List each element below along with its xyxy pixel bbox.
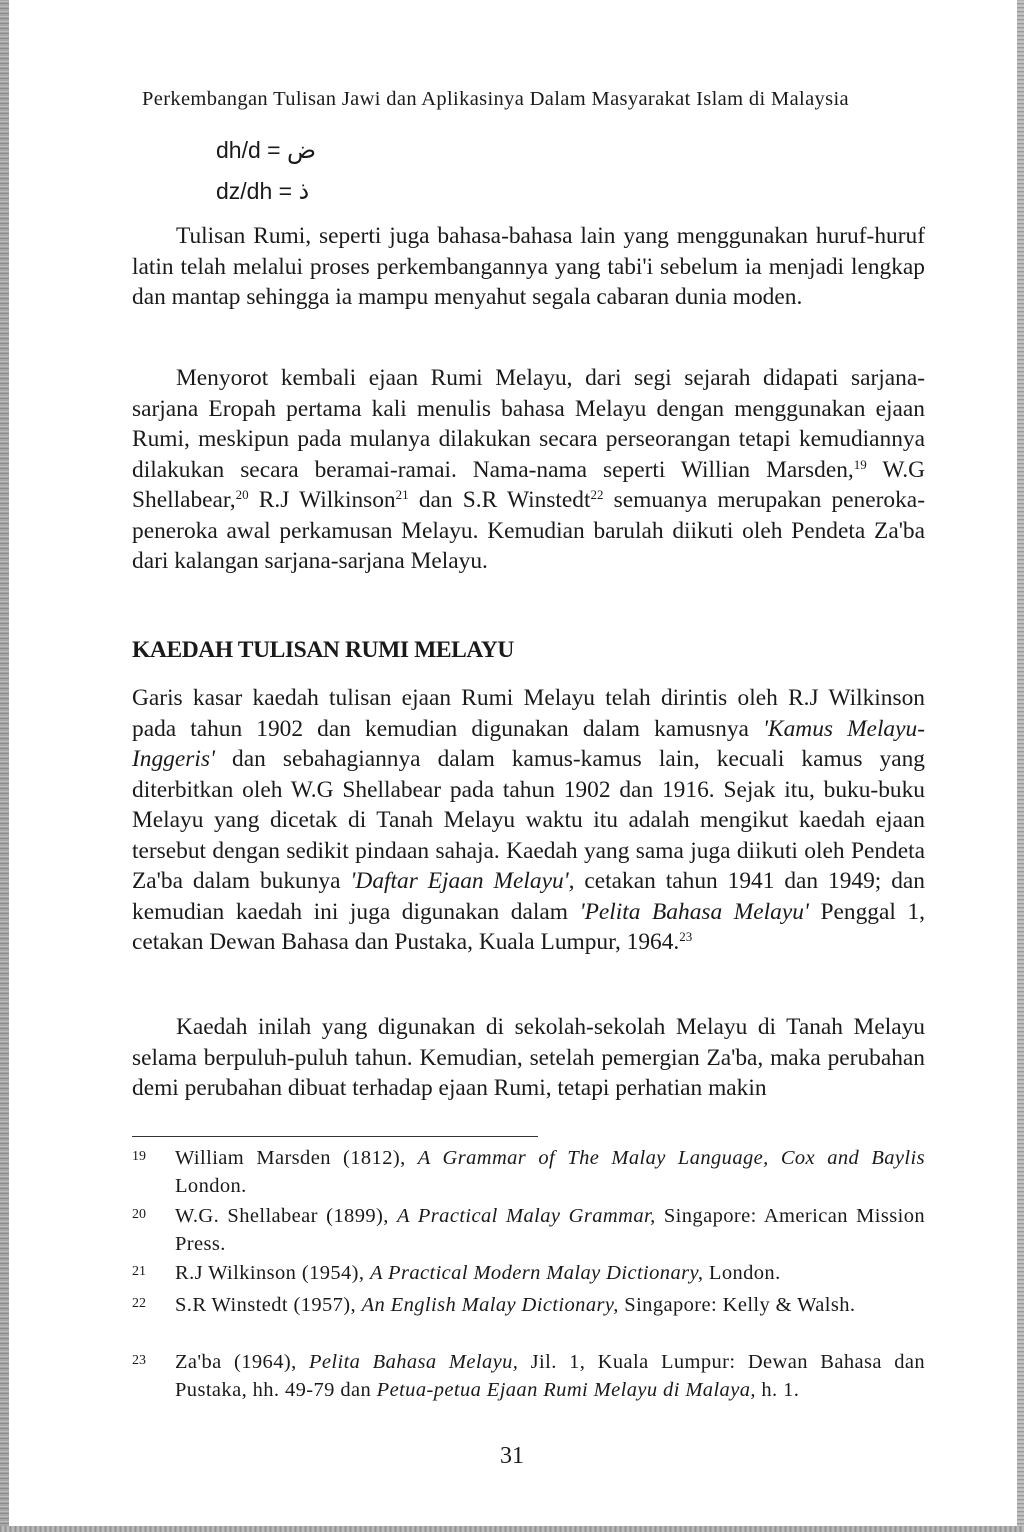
paragraph-2-text	[132, 363, 925, 577]
equivalence-latin: dz/dh =	[216, 178, 293, 204]
equivalence-dh-d	[216, 136, 316, 164]
text-run: W.G Shellabear,	[132, 456, 925, 513]
paragraph-2	[132, 363, 925, 577]
text-run: William Marsden (1812),	[175, 1147, 418, 1169]
equivalence-jawi: ض	[286, 136, 316, 164]
book-title: A Practical Modern Malay Dictionary,	[369, 1262, 704, 1284]
text-run: R.J Wilkinson	[248, 487, 396, 513]
text-run: W.G. Shellabear (1899),	[175, 1205, 398, 1227]
running-header: Perkembangan Tulisan Jawi dan Aplikasinya Dalam Masyarakat Islam di Malaysia	[142, 88, 849, 110]
equivalence-jawi: ذ	[298, 177, 310, 205]
page-number: 31	[500, 1443, 524, 1469]
text-run: h. 1.	[755, 1378, 800, 1401]
footnote-number: 19	[132, 1149, 146, 1164]
footnote-text	[175, 1260, 925, 1288]
book-title: A Practical Malay Grammar,	[397, 1205, 656, 1227]
footnote-ref-21[interactable]: 21	[395, 487, 409, 502]
paragraph-4	[132, 1012, 925, 1104]
text-run: London.	[175, 1174, 247, 1197]
book-title: A Grammar of The Malay Language, Cox and Baylis	[417, 1147, 925, 1169]
footnote-divider	[132, 1136, 538, 1137]
footnote-23	[132, 1349, 925, 1404]
page-edge-bottom	[0, 1526, 1024, 1532]
book-title: An English Malay Dictionary,	[361, 1294, 619, 1316]
text-run: Jil. 1, Kuala Lumpur: Dewan Bahasa dan Pustaka, hh. 49-79 dan	[175, 1351, 925, 1401]
text-run: Penggal 1, cetakan Dewan Bahasa dan Pustaka, Kuala Lumpur, 1964.	[132, 898, 925, 955]
footnote-text	[175, 1203, 925, 1258]
footnote-text	[175, 1145, 925, 1200]
footnote-20	[132, 1203, 925, 1258]
book-title: Pelita Bahasa Melayu,	[308, 1351, 519, 1373]
text-run: R.J Wilkinson (1954),	[175, 1262, 370, 1284]
text-run: Singapore: American Mission Press.	[175, 1205, 926, 1255]
footnote-number: 23	[132, 1353, 146, 1368]
text-run: Menyorot kembali ejaan Rumi Melayu, dari segi sejarah didapati sarjana-sarjana Eropah pertama kali menulis bahasa Melayu dengan menggunakan ejaan Rumi, meskipun pada mulanya dilakukan secara perseorangan tetapi kemudiannya dilakukan secara beramai-ramai. Nama-nama seperti Willian Marsden,	[132, 365, 925, 483]
equivalence-latin: dh/d =	[216, 137, 281, 163]
footnote-text	[175, 1349, 925, 1404]
footnote-number: 22	[132, 1296, 146, 1311]
paragraph-1-text: Tulisan Rumi, seperti juga bahasa-bahasa lain yang menggunakan huruf-huruf latin telah melalui proses perkembangannya yang tabi'i sebelum ia menjadi lengkap dan mantap sehingga ia mampu menyahut segala cabaran dunia moden.	[132, 223, 925, 310]
footnote-text	[175, 1292, 925, 1320]
footnote-22	[132, 1292, 925, 1320]
text-run: S.R Winstedt (1957),	[175, 1294, 362, 1316]
footnote-number: 21	[132, 1264, 146, 1279]
text-run: dan sebahagiannya dalam kamus-kamus lain, kecuali kamus yang diterbitkan oleh W.G Shellabear pada tahun 1902 dan 1916. Sejak itu, buku-buku Melayu yang dicetak di Tanah Melayu waktu itu adalah mengikut kaedah ejaan tersebut dengan sedikit pindaan sahaja. Kaedah yang sama juga diikuti oleh Pendeta Za'ba dalam bukunya	[132, 746, 925, 894]
footnote-19	[132, 1145, 925, 1200]
page-edge-right	[1017, 0, 1024, 1532]
book-title: 'Daftar Ejaan Melayu',	[350, 868, 575, 894]
paragraph-3	[132, 683, 925, 958]
footnote-ref-22[interactable]: 22	[590, 487, 604, 502]
book-title: 'Kamus Melayu-Inggeris'	[132, 715, 925, 772]
footnote-ref-23[interactable]: 23	[679, 929, 693, 944]
equivalence-dz-dh	[216, 177, 309, 205]
section-heading: KAEDAH TULISAN RUMI MELAYU	[132, 637, 514, 663]
text-run: Singapore: Kelly & Walsh.	[618, 1294, 856, 1316]
text-run: semuanya merupakan peneroka-peneroka awal perkamusan Melayu. Kemudian barulah diikuti oleh Pendeta Za'ba dari kalangan sarjana-sarjana Melayu.	[132, 487, 925, 574]
text-run: Garis kasar kaedah tulisan ejaan Rumi Melayu telah dirintis oleh R.J Wilkinson pada tahun 1902 dan kemudian digunakan dalam kamusnya	[132, 685, 925, 742]
paragraph-4-text: Kaedah inilah yang digunakan di sekolah-sekolah Melayu di Tanah Melayu selama berpuluh-puluh tahun. Kemudian, setelah pemergian Za'ba, maka perubahan demi perubahan dibuat terhadap ejaan Rumi, tetapi perhatian makin	[132, 1014, 925, 1101]
footnote-ref-19[interactable]: 19	[853, 456, 867, 472]
text-run: dan S.R Winstedt	[408, 487, 591, 513]
book-title: Petua-petua Ejaan Rumi Melayu di Malaya,	[376, 1378, 756, 1401]
text-run: cetakan tahun 1941 dan 1949; dan kemudian kaedah ini juga digunakan dalam	[132, 868, 925, 925]
text-run: Za'ba (1964),	[175, 1351, 309, 1373]
page-edge-left	[0, 0, 9, 1532]
footnote-number: 20	[132, 1207, 146, 1222]
book-title: 'Pelita Bahasa Melayu'	[579, 898, 809, 925]
paragraph-1	[132, 221, 925, 313]
footnote-21	[132, 1260, 925, 1288]
paragraph-3-text	[132, 683, 925, 958]
footnote-ref-20[interactable]: 20	[235, 487, 249, 502]
text-run: London.	[703, 1262, 781, 1284]
